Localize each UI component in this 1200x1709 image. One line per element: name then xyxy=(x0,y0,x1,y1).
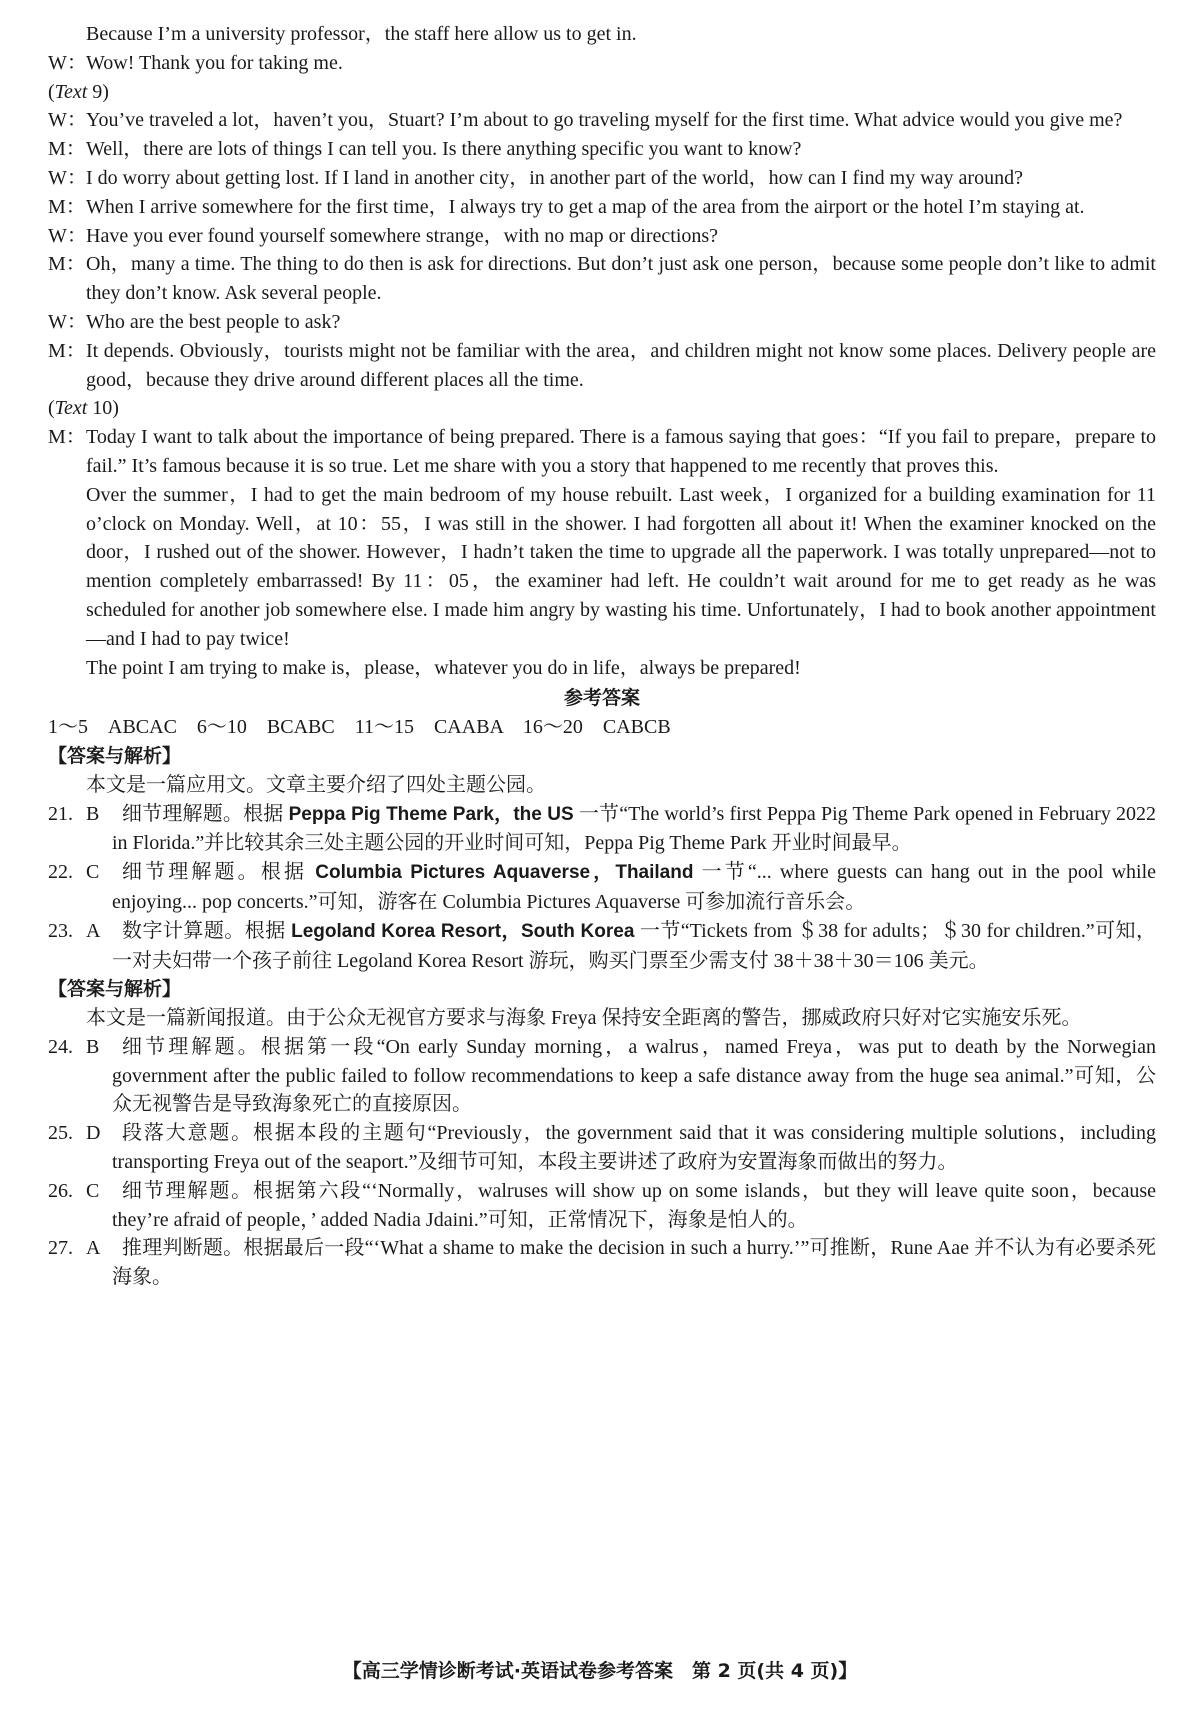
item-source: Peppa Pig Theme Park，the US xyxy=(288,803,574,825)
item-answer: A xyxy=(86,1237,101,1260)
answer-key-line: 1～5 ABCAC 6～10 BCABC 11～15 CAABA 16～20 CABCB xyxy=(48,716,671,739)
dialogue-turn xyxy=(48,106,1156,135)
speaker-label: W： xyxy=(48,51,87,74)
dialogue-text: You’ve traveled a lot，haven’t you，Stuart? I’m about to go traveling myself for the first time. What advice would you give me? xyxy=(86,109,1123,132)
item-category: 细节理解题。 xyxy=(122,1035,261,1058)
dialogue-text: Wow! Thank you for taking me. xyxy=(86,51,343,74)
text10-label: (Text 10) xyxy=(48,397,119,420)
item-explanation: 细节理解题。根据第一段“On early Sunday morning，a walrus，named Freya，was put to death by the Norwegian government after the public failed to follow recommendations to keep a safe distance away from the huge sea animal.”可知，公众无视警告是导致海象死亡的直接原因。 xyxy=(112,1035,1156,1116)
item-category: 细节理解题。 xyxy=(122,802,244,825)
page-footer: 【高三学情诊断考试·英语试卷参考答案 第 2 页(共 4 页)】 xyxy=(342,1660,858,1682)
section-intro: 本文是一篇新闻报道。由于公众无视官方要求与海象 Freya 保持安全距离的警告，挪威政府只好对它实施安乐死。 xyxy=(86,1007,1082,1030)
speaker-label: M： xyxy=(48,138,86,161)
item-explanation: 数字计算题。根据 Legoland Korea Resort，South Korea 一节“Tickets from ＄38 for adults；＄30 for children.”可知，一对夫妇带一个孩子前往 Legoland Korea Resort 游玩，购买门票至少需支付 38＋38＋30＝106 美元。 xyxy=(112,919,1156,972)
item-answer: C xyxy=(86,861,100,884)
answer-item xyxy=(48,917,1156,976)
dialogue-text: When I arrive somewhere for the first time，I always try to get a map of the area from the airport or the hotel I’m staying at. xyxy=(86,195,1085,218)
speaker-label: W： xyxy=(48,224,87,247)
document-page xyxy=(48,20,1156,1292)
item-number: 25. xyxy=(48,1122,73,1145)
speaker-label: W： xyxy=(48,310,87,333)
item-number: 23. xyxy=(48,919,73,942)
speaker-label: W： xyxy=(48,109,87,132)
monologue-paragraph-3: The point I am trying to make is，please，whatever you do in life，always be prepared! xyxy=(86,656,801,679)
text8-tail: Because I’m a university professor，the staff here allow us to get in. xyxy=(86,23,637,45)
speaker-label: M： xyxy=(48,253,86,276)
item-source: Legoland Korea Resort，South Korea xyxy=(291,920,635,942)
text9-label: (Text 9) xyxy=(48,80,109,103)
answer-item xyxy=(48,1119,1156,1177)
dialogue-turn xyxy=(48,164,1156,193)
section-b-items xyxy=(48,1033,1156,1292)
section-a-items xyxy=(48,800,1156,976)
text9-dialogue xyxy=(48,106,1156,394)
answer-item xyxy=(48,858,1156,917)
item-number: 27. xyxy=(48,1237,73,1260)
speaker-label: M： xyxy=(48,195,86,218)
item-answer: C xyxy=(86,1179,100,1202)
monologue xyxy=(48,423,1156,682)
item-category: 细节理解题。 xyxy=(122,861,261,884)
monologue-paragraph-2: Over the summer，I had to get the main bedroom of my house rebuilt. Last week，I organized for a building examination for 11 o’clock on Monday. Well，at 10：55，I was still in the shower. I had forgotten all about it! When the examiner knocked on the door，I rushed out of the shower. However，I hadn’t taken the time to upgrade all the paperwork. I was totally unprepared—not to mention completely embarrassed! By 11：05，the examiner had left. He couldn’t wait around for me to get ready as he was scheduled for another job somewhere else. I made him angry by wasting his time. Unfortunately，I had to book another appointment—and I had to pay twice! xyxy=(86,483,1156,650)
dialogue-turn xyxy=(48,250,1156,308)
item-answer: B xyxy=(86,802,100,825)
dialogue-text: It depends. Obviously，tourists might not be familiar with the area，and children might not know some places. Delivery people are good，because they drive around different places all the time. xyxy=(86,339,1156,391)
item-answer: A xyxy=(86,919,101,942)
item-number: 26. xyxy=(48,1179,73,1202)
item-answer: B xyxy=(86,1035,100,1058)
section-intro: 本文是一篇应用文。文章主要介绍了四处主题公园。 xyxy=(86,773,546,796)
dialogue-text: Well，there are lots of things I can tell you. Is there anything specific you want to know? xyxy=(86,138,802,161)
item-category: 推理判断题。 xyxy=(122,1237,244,1260)
dialogue-text: Oh，many a time. The thing to do then is ask for directions. But don’t just ask one person，because some people don’t like to admit they don’t know. Ask several people. xyxy=(86,253,1156,305)
dialogue-turn xyxy=(48,135,1156,164)
item-answer: D xyxy=(86,1122,101,1145)
item-explanation: 细节理解题。根据 Peppa Pig Theme Park，the US 一节“The world’s first Peppa Pig Theme Park opened in February 2022 in Florida.”并比较其余三处主题公园的开业时间可知，Peppa Pig Theme Park 开业时间最早。 xyxy=(112,802,1157,855)
dialogue-turn xyxy=(48,222,1156,251)
item-number: 21. xyxy=(48,802,73,825)
speaker-label: M： xyxy=(48,426,86,449)
dialogue-turn xyxy=(48,49,1156,78)
answer-key-heading: 参考答案 xyxy=(563,687,640,710)
dialogue-text: Have you ever found yourself somewhere strange，with no map or directions? xyxy=(86,224,719,247)
section-title: 【答案与解析】 xyxy=(48,978,182,1001)
item-explanation: 段落大意题。根据本段的主题句“Previously，the government said that it was considering multiple solutions，including transporting Freya out of the seaport.”及细节可知，本段主要讲述了政府为安置海象而做出的努力。 xyxy=(112,1122,1157,1174)
item-category: 段落大意题。 xyxy=(122,1122,253,1145)
item-number: 24. xyxy=(48,1035,73,1058)
answer-item xyxy=(48,1033,1156,1119)
item-explanation: 细节理解题。根据第六段“‘Normally，walruses will show up on some islands，but they will leave quite soon，because they’re afraid of people，’ added Nadia Jdaini.”可知，正常情况下，海象是怕人的。 xyxy=(112,1179,1157,1231)
item-category: 细节理解题。 xyxy=(122,1179,254,1202)
section-title: 【答案与解析】 xyxy=(48,744,182,767)
monologue-paragraph-1: Today I want to talk about the importance of being prepared. There is a famous saying that goes：“If you fail to prepare，prepare to fail.” It’s famous because it is so true. Let me share with you a story that happened to me recently that proves this. xyxy=(86,426,1156,477)
dialogue-text: Who are the best people to ask? xyxy=(86,310,341,333)
dialogue-turn xyxy=(48,308,1156,337)
item-number: 22. xyxy=(48,861,73,884)
answer-item xyxy=(48,1234,1156,1292)
dialogue-turn xyxy=(48,337,1156,395)
dialogue-turn xyxy=(48,193,1156,222)
dialogue-text: I do worry about getting lost. If I land in another city，in another part of the world，how can I find my way around? xyxy=(86,166,1023,189)
item-source: Columbia Pictures Aquaverse，Thailand xyxy=(315,862,694,884)
speaker-label: M： xyxy=(48,339,86,362)
speaker-label: W： xyxy=(48,166,87,189)
item-explanation: 推理判断题。根据最后一段“‘What a shame to make the decision in such a hurry.’”可推断，Rune Aae 并不认为有必要杀死海象。 xyxy=(112,1237,1157,1289)
answer-item xyxy=(48,1177,1156,1235)
item-explanation: 细节理解题。根据 Columbia Pictures Aquaverse，Thailand 一节“... where guests can hang out in the pool while enjoying... pop concerts.”可知，游客在 Columbia Pictures Aquaverse 可参加流行音乐会。 xyxy=(112,861,1157,913)
item-category: 数字计算题。 xyxy=(122,919,245,942)
answer-item xyxy=(48,800,1156,859)
